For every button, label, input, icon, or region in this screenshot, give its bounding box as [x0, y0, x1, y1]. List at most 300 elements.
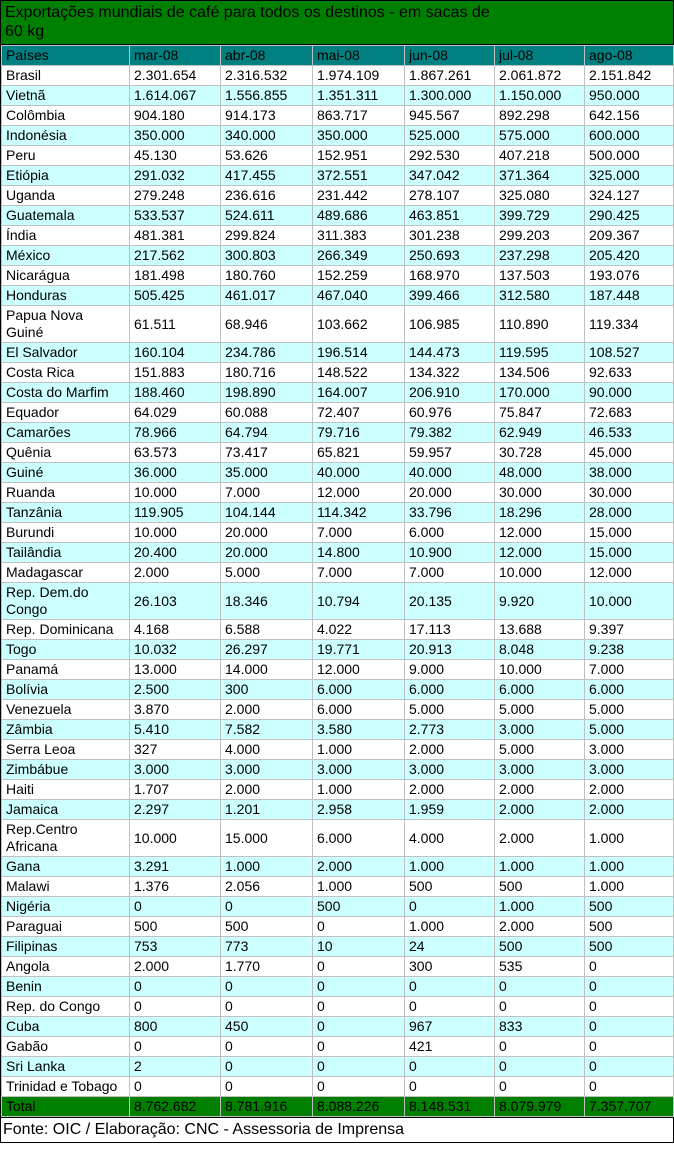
cell-value: 290.425 — [585, 206, 674, 226]
cell-value: 65.821 — [313, 443, 405, 463]
cell-value: 0 — [585, 1077, 674, 1097]
cell-value: 863.717 — [313, 106, 405, 126]
total-value: 7.357.707 — [585, 1097, 674, 1117]
table-row — [2, 423, 674, 443]
row-country-label: Equador — [2, 403, 130, 423]
cell-value: 1.300.000 — [405, 86, 495, 106]
cell-value: 1.376 — [130, 877, 221, 897]
cell-value: 500 — [313, 897, 405, 917]
cell-value: 187.448 — [585, 286, 674, 306]
cell-value: 28.000 — [585, 503, 674, 523]
cell-value: 5.000 — [585, 700, 674, 720]
cell-value: 0 — [585, 1057, 674, 1077]
row-country-label: Malawi — [2, 877, 130, 897]
cell-value: 300 — [405, 957, 495, 977]
row-country-label: Sri Lanka — [2, 1057, 130, 1077]
cell-value: 325.000 — [585, 166, 674, 186]
cell-value: 7.582 — [221, 720, 313, 740]
cell-value: 3.000 — [495, 720, 585, 740]
cell-value: 0 — [405, 977, 495, 997]
cell-value: 198.890 — [221, 383, 313, 403]
cell-value: 1.000 — [405, 917, 495, 937]
table-row — [2, 583, 674, 620]
row-country-label: Paraguai — [2, 917, 130, 937]
cell-value: 209.367 — [585, 226, 674, 246]
table-row — [2, 106, 674, 126]
cell-value: 312.580 — [495, 286, 585, 306]
cell-value: 5.000 — [585, 720, 674, 740]
cell-value: 525.000 — [405, 126, 495, 146]
cell-value: 78.966 — [130, 423, 221, 443]
cell-value: 46.533 — [585, 423, 674, 443]
cell-value: 575.000 — [495, 126, 585, 146]
cell-value: 461.017 — [221, 286, 313, 306]
table-row — [2, 977, 674, 997]
cell-value: 0 — [405, 897, 495, 917]
cell-value: 463.851 — [405, 206, 495, 226]
row-country-label: Cuba — [2, 1017, 130, 1037]
cell-value: 234.786 — [221, 343, 313, 363]
cell-value: 1.000 — [585, 820, 674, 857]
row-country-label: Ruanda — [2, 483, 130, 503]
cell-value: 180.760 — [221, 266, 313, 286]
report-title: Exportações mundiais de café para todos os destinos - em sacas de 60 kg — [5, 4, 490, 40]
row-country-label: Rep.Centro Africana — [2, 820, 130, 857]
cell-value: 13.000 — [130, 660, 221, 680]
cell-value: 0 — [313, 997, 405, 1017]
cell-value: 193.076 — [585, 266, 674, 286]
row-country-label: Peru — [2, 146, 130, 166]
table-row — [2, 463, 674, 483]
total-row — [2, 1097, 674, 1117]
cell-value: 3.000 — [313, 760, 405, 780]
cell-value: 0 — [313, 1037, 405, 1057]
cell-value: 2.000 — [405, 780, 495, 800]
row-country-label: Honduras — [2, 286, 130, 306]
cell-value: 10.000 — [130, 523, 221, 543]
cell-value: 12.000 — [585, 563, 674, 583]
cell-value: 10.900 — [405, 543, 495, 563]
cell-value: 35.000 — [221, 463, 313, 483]
cell-value: 3.291 — [130, 857, 221, 877]
cell-value: 134.322 — [405, 363, 495, 383]
row-country-label: Panamá — [2, 660, 130, 680]
cell-value: 0 — [313, 917, 405, 937]
column-header-month: ago-08 — [585, 46, 674, 66]
cell-value: 6.000 — [405, 523, 495, 543]
cell-value: 1.000 — [495, 897, 585, 917]
total-label: Total — [2, 1097, 130, 1117]
cell-value: 2.000 — [585, 800, 674, 820]
cell-value: 1.000 — [495, 857, 585, 877]
cell-value: 250.693 — [405, 246, 495, 266]
cell-value: 0 — [130, 997, 221, 1017]
cell-value: 1.000 — [585, 857, 674, 877]
cell-value: 14.800 — [313, 543, 405, 563]
cell-value: 2.301.654 — [130, 66, 221, 86]
cell-value: 0 — [495, 1037, 585, 1057]
cell-value: 170.000 — [495, 383, 585, 403]
cell-value: 40.000 — [405, 463, 495, 483]
row-country-label: Zâmbia — [2, 720, 130, 740]
cell-value: 6.000 — [585, 680, 674, 700]
cell-value: 20.135 — [405, 583, 495, 620]
row-country-label: Bolívia — [2, 680, 130, 700]
table-row — [2, 997, 674, 1017]
column-header-month: mai-08 — [313, 46, 405, 66]
cell-value: 72.683 — [585, 403, 674, 423]
cell-value: 48.000 — [495, 463, 585, 483]
cell-value: 0 — [130, 977, 221, 997]
cell-value: 3.000 — [405, 760, 495, 780]
cell-value: 0 — [221, 997, 313, 1017]
exports-table — [1, 45, 674, 1117]
cell-value: 10.000 — [130, 820, 221, 857]
cell-value: 1.201 — [221, 800, 313, 820]
cell-value: 350.000 — [313, 126, 405, 146]
cell-value: 7.000 — [313, 523, 405, 543]
cell-value: 73.417 — [221, 443, 313, 463]
table-row — [2, 483, 674, 503]
cell-value: 6.000 — [313, 680, 405, 700]
cell-value: 188.460 — [130, 383, 221, 403]
cell-value: 12.000 — [313, 660, 405, 680]
table-row — [2, 563, 674, 583]
row-country-label: Costa do Marfim — [2, 383, 130, 403]
cell-value: 231.442 — [313, 186, 405, 206]
row-country-label: Guatemala — [2, 206, 130, 226]
cell-value: 1.974.109 — [313, 66, 405, 86]
cell-value: 110.890 — [495, 306, 585, 343]
cell-value: 407.218 — [495, 146, 585, 166]
cell-value: 500.000 — [585, 146, 674, 166]
table-row — [2, 1037, 674, 1057]
cell-value: 108.527 — [585, 343, 674, 363]
cell-value: 24 — [405, 937, 495, 957]
row-country-label: Madagascar — [2, 563, 130, 583]
cell-value: 3.000 — [221, 760, 313, 780]
cell-value: 1.959 — [405, 800, 495, 820]
source-note: Fonte: OIC / Elaboração: CNC - Assessoria de Imprensa — [3, 1121, 405, 1138]
table-row — [2, 443, 674, 463]
table-row — [2, 857, 674, 877]
table-row — [2, 820, 674, 857]
cell-value: 753 — [130, 937, 221, 957]
row-country-label: Filipinas — [2, 937, 130, 957]
cell-value: 9.397 — [585, 620, 674, 640]
row-country-label: Rep. Dem.do Congo — [2, 583, 130, 620]
cell-value: 0 — [585, 977, 674, 997]
cell-value: 217.562 — [130, 246, 221, 266]
cell-value: 2.297 — [130, 800, 221, 820]
cell-value: 90.000 — [585, 383, 674, 403]
cell-value: 299.203 — [495, 226, 585, 246]
cell-value: 0 — [221, 977, 313, 997]
cell-value: 2.000 — [405, 740, 495, 760]
cell-value: 1.351.311 — [313, 86, 405, 106]
table-row — [2, 957, 674, 977]
cell-value: 2.316.532 — [221, 66, 313, 86]
table-row — [2, 126, 674, 146]
row-country-label: Índia — [2, 226, 130, 246]
row-country-label: Camarões — [2, 423, 130, 443]
row-country-label: Serra Leoa — [2, 740, 130, 760]
row-country-label: Colômbia — [2, 106, 130, 126]
cell-value: 20.400 — [130, 543, 221, 563]
table-row — [2, 1077, 674, 1097]
cell-value: 3.000 — [495, 760, 585, 780]
cell-value: 2 — [130, 1057, 221, 1077]
cell-value: 0 — [221, 1037, 313, 1057]
cell-value: 324.127 — [585, 186, 674, 206]
table-row — [2, 186, 674, 206]
table-row — [2, 917, 674, 937]
table-row — [2, 226, 674, 246]
column-header-month: jul-08 — [495, 46, 585, 66]
cell-value: 0 — [405, 1077, 495, 1097]
cell-value: 4.022 — [313, 620, 405, 640]
cell-value: 2.000 — [313, 857, 405, 877]
cell-value: 236.616 — [221, 186, 313, 206]
cell-value: 64.794 — [221, 423, 313, 443]
cell-value: 524.611 — [221, 206, 313, 226]
row-country-label: Rep. Dominicana — [2, 620, 130, 640]
cell-value: 2.000 — [495, 800, 585, 820]
cell-value: 12.000 — [313, 483, 405, 503]
cell-value: 2.958 — [313, 800, 405, 820]
cell-value: 266.349 — [313, 246, 405, 266]
cell-value: 237.298 — [495, 246, 585, 266]
cell-value: 0 — [585, 1037, 674, 1057]
cell-value: 399.466 — [405, 286, 495, 306]
cell-value: 1.000 — [221, 857, 313, 877]
table-row — [2, 146, 674, 166]
cell-value: 371.364 — [495, 166, 585, 186]
cell-value: 134.506 — [495, 363, 585, 383]
cell-value: 119.334 — [585, 306, 674, 343]
row-country-label: Guiné — [2, 463, 130, 483]
cell-value: 68.946 — [221, 306, 313, 343]
cell-value: 10.000 — [585, 583, 674, 620]
cell-value: 5.000 — [405, 700, 495, 720]
table-row — [2, 760, 674, 780]
table-row — [2, 66, 674, 86]
table-row — [2, 897, 674, 917]
row-country-label: Rep. do Congo — [2, 997, 130, 1017]
cell-value: 904.180 — [130, 106, 221, 126]
cell-value: 291.032 — [130, 166, 221, 186]
cell-value: 4.000 — [405, 820, 495, 857]
cell-value: 292.530 — [405, 146, 495, 166]
cell-value: 1.556.855 — [221, 86, 313, 106]
cell-value: 18.296 — [495, 503, 585, 523]
row-country-label: Gana — [2, 857, 130, 877]
cell-value: 0 — [405, 997, 495, 1017]
cell-value: 489.686 — [313, 206, 405, 226]
cell-value: 300.803 — [221, 246, 313, 266]
cell-value: 467.040 — [313, 286, 405, 306]
cell-value: 3.000 — [130, 760, 221, 780]
cell-value: 0 — [585, 997, 674, 1017]
cell-value: 119.595 — [495, 343, 585, 363]
cell-value: 15.000 — [221, 820, 313, 857]
table-row — [2, 937, 674, 957]
cell-value: 2.000 — [130, 957, 221, 977]
cell-value: 15.000 — [585, 523, 674, 543]
table-row — [2, 740, 674, 760]
cell-value: 20.000 — [405, 483, 495, 503]
row-country-label: Quênia — [2, 443, 130, 463]
cell-value: 2.000 — [221, 780, 313, 800]
table-row — [2, 720, 674, 740]
row-country-label: Nigéria — [2, 897, 130, 917]
total-value: 8.762.682 — [130, 1097, 221, 1117]
cell-value: 19.771 — [313, 640, 405, 660]
cell-value: 12.000 — [495, 543, 585, 563]
cell-value: 181.498 — [130, 266, 221, 286]
row-country-label: Brasil — [2, 66, 130, 86]
cell-value: 600.000 — [585, 126, 674, 146]
cell-value: 2.061.872 — [495, 66, 585, 86]
cell-value: 6.000 — [405, 680, 495, 700]
table-row — [2, 523, 674, 543]
cell-value: 5.000 — [495, 740, 585, 760]
cell-value: 0 — [495, 1057, 585, 1077]
cell-value: 0 — [130, 897, 221, 917]
cell-value: 0 — [221, 897, 313, 917]
cell-value: 144.473 — [405, 343, 495, 363]
table-row — [2, 543, 674, 563]
cell-value: 10.000 — [495, 660, 585, 680]
cell-value: 20.000 — [221, 523, 313, 543]
table-row — [2, 306, 674, 343]
row-country-label: Vietnã — [2, 86, 130, 106]
cell-value: 1.150.000 — [495, 86, 585, 106]
cell-value: 505.425 — [130, 286, 221, 306]
cell-value: 967 — [405, 1017, 495, 1037]
cell-value: 1.000 — [405, 857, 495, 877]
cell-value: 481.381 — [130, 226, 221, 246]
cell-value: 13.688 — [495, 620, 585, 640]
row-country-label: Etiópia — [2, 166, 130, 186]
cell-value: 3.000 — [585, 760, 674, 780]
row-country-label: Benin — [2, 977, 130, 997]
cell-value: 18.346 — [221, 583, 313, 620]
cell-value: 60.976 — [405, 403, 495, 423]
total-value: 8.088.226 — [313, 1097, 405, 1117]
table-body — [2, 66, 674, 1097]
cell-value: 300 — [221, 680, 313, 700]
cell-value: 2.000 — [495, 917, 585, 937]
cell-value: 0 — [405, 1057, 495, 1077]
cell-value: 279.248 — [130, 186, 221, 206]
cell-value: 63.573 — [130, 443, 221, 463]
cell-value: 26.297 — [221, 640, 313, 660]
cell-value: 72.407 — [313, 403, 405, 423]
cell-value: 6.000 — [495, 680, 585, 700]
cell-value: 914.173 — [221, 106, 313, 126]
cell-value: 2.000 — [221, 700, 313, 720]
cell-value: 1.707 — [130, 780, 221, 800]
cell-value: 10.000 — [495, 563, 585, 583]
cell-value: 372.551 — [313, 166, 405, 186]
cell-value: 62.949 — [495, 423, 585, 443]
row-country-label: Tailândia — [2, 543, 130, 563]
total-value: 8.079.979 — [495, 1097, 585, 1117]
cell-value: 0 — [313, 977, 405, 997]
cell-value: 9.238 — [585, 640, 674, 660]
cell-value: 106.985 — [405, 306, 495, 343]
row-country-label: El Salvador — [2, 343, 130, 363]
cell-value: 421 — [405, 1037, 495, 1057]
cell-value: 119.905 — [130, 503, 221, 523]
cell-value: 327 — [130, 740, 221, 760]
cell-value: 9.920 — [495, 583, 585, 620]
table-row — [2, 800, 674, 820]
cell-value: 114.342 — [313, 503, 405, 523]
cell-value: 945.567 — [405, 106, 495, 126]
cell-value: 151.883 — [130, 363, 221, 383]
cell-value: 500 — [585, 897, 674, 917]
cell-value: 417.455 — [221, 166, 313, 186]
cell-value: 773 — [221, 937, 313, 957]
table-row — [2, 1057, 674, 1077]
row-country-label: Togo — [2, 640, 130, 660]
cell-value: 104.144 — [221, 503, 313, 523]
cell-value: 59.957 — [405, 443, 495, 463]
cell-value: 45.130 — [130, 146, 221, 166]
cell-value: 30.728 — [495, 443, 585, 463]
cell-value: 0 — [313, 1017, 405, 1037]
cell-value: 137.503 — [495, 266, 585, 286]
cell-value: 1.000 — [313, 740, 405, 760]
table-row — [2, 877, 674, 897]
cell-value: 206.910 — [405, 383, 495, 403]
cell-value: 0 — [313, 957, 405, 977]
cell-value: 2.000 — [130, 563, 221, 583]
cell-value: 1.770 — [221, 957, 313, 977]
cell-value: 3.870 — [130, 700, 221, 720]
cell-value: 12.000 — [495, 523, 585, 543]
row-country-label: Jamaica — [2, 800, 130, 820]
cell-value: 500 — [495, 937, 585, 957]
cell-value: 14.000 — [221, 660, 313, 680]
cell-value: 299.824 — [221, 226, 313, 246]
row-country-label: Burundi — [2, 523, 130, 543]
cell-value: 10.032 — [130, 640, 221, 660]
column-header-month: abr-08 — [221, 46, 313, 66]
cell-value: 0 — [495, 997, 585, 1017]
cell-value: 500 — [495, 877, 585, 897]
cell-value: 0 — [585, 957, 674, 977]
cell-value: 168.970 — [405, 266, 495, 286]
cell-value: 2.000 — [585, 780, 674, 800]
cell-value: 4.000 — [221, 740, 313, 760]
cell-value: 2.773 — [405, 720, 495, 740]
cell-value: 2.000 — [495, 820, 585, 857]
cell-value: 0 — [221, 1057, 313, 1077]
row-country-label: Nicarágua — [2, 266, 130, 286]
cell-value: 7.000 — [585, 660, 674, 680]
row-country-label: Papua Nova Guiné — [2, 306, 130, 343]
cell-value: 1.000 — [585, 877, 674, 897]
cell-value: 79.716 — [313, 423, 405, 443]
cell-value: 3.580 — [313, 720, 405, 740]
cell-value: 15.000 — [585, 543, 674, 563]
table-row — [2, 403, 674, 423]
cell-value: 350.000 — [130, 126, 221, 146]
header-row — [2, 46, 674, 66]
